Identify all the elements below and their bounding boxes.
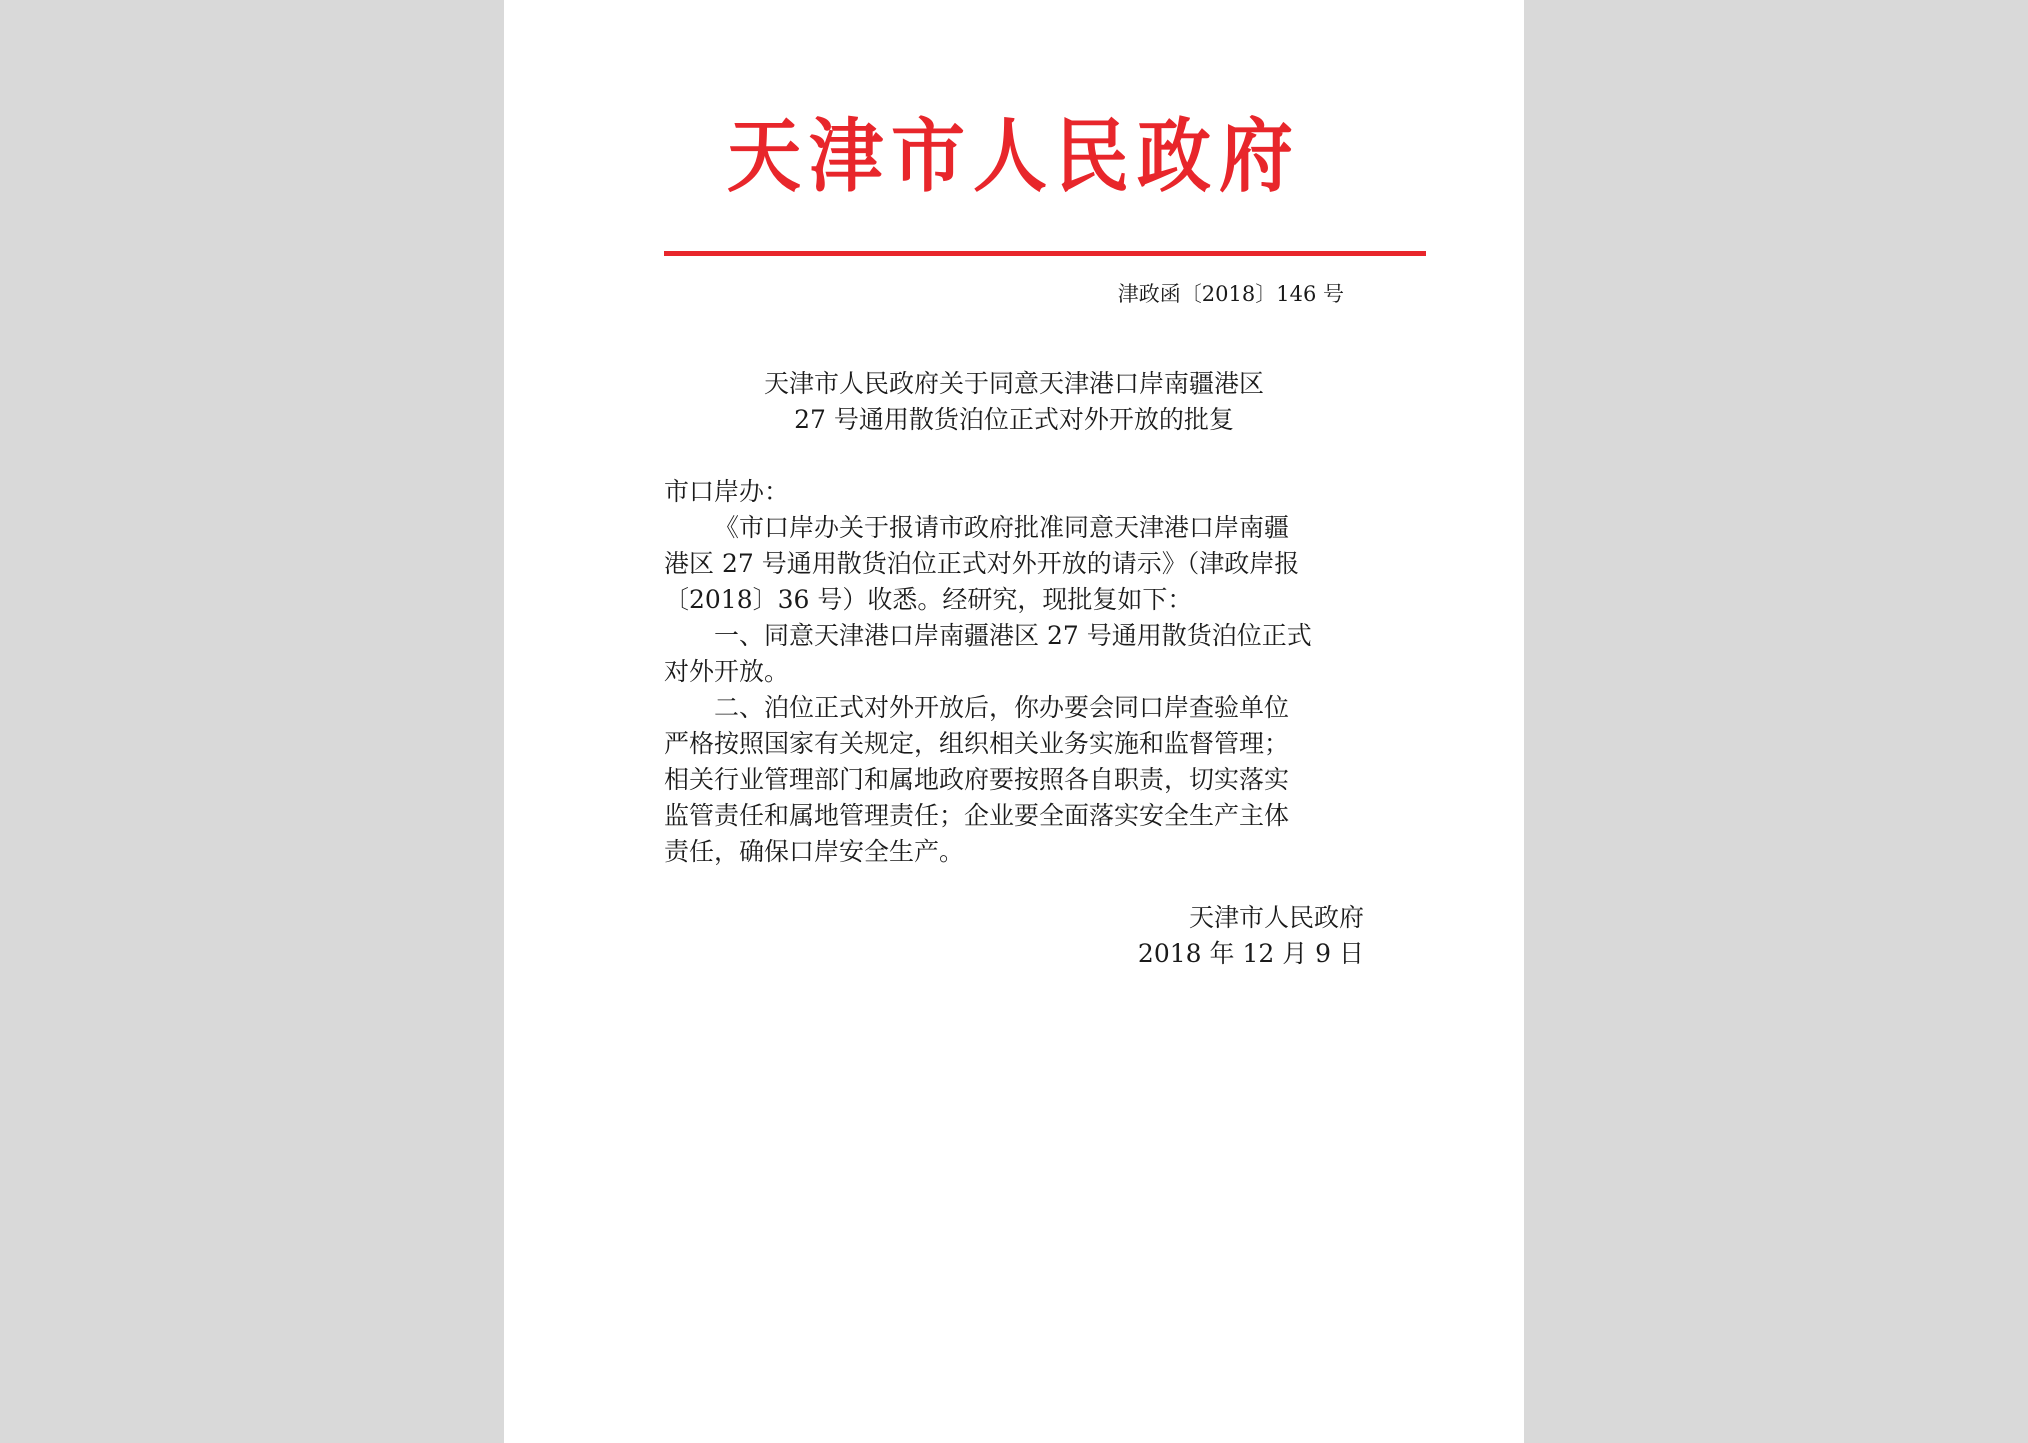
- body-line: 港区 27 号通用散货泊位正式对外开放的请示》（津政岸报: [664, 549, 1300, 578]
- body-line: 《市口岸办关于报请市政府批准同意天津港口岸南疆: [714, 513, 1290, 542]
- signature-organization: 天津市人民政府: [1188, 903, 1364, 932]
- document-body: [664, 474, 1384, 870]
- document-number: 津政函〔2018〕146 号: [1117, 282, 1344, 306]
- body-line: 相关行业管理部门和属地政府要按照各自职责，切实落实: [664, 765, 1290, 794]
- body-line: 监管责任和属地管理责任；企业要全面落实安全生产主体: [664, 801, 1290, 830]
- body-line: 对外开放。: [664, 657, 790, 686]
- signature-date: 2018 年 12 月 9 日: [1137, 939, 1364, 968]
- body-line: 〔2018〕36 号）收悉。经研究，现批复如下：: [664, 585, 1193, 614]
- signature-block: [1004, 900, 1364, 972]
- body-line: 责任，确保口岸安全生产。: [664, 837, 965, 866]
- body-line: 二、泊位正式对外开放后，你办要会同口岸查验单位: [714, 693, 1290, 722]
- salutation: 市口岸办：: [664, 477, 790, 506]
- document-page: [504, 0, 1524, 1443]
- body-line: 一、同意天津港口岸南疆港区 27 号通用散货泊位正式: [714, 621, 1312, 650]
- title-line-2: 27 号通用散货泊位正式对外开放的批复: [794, 405, 1234, 434]
- issuer-header: 天津市人民政府: [727, 110, 1301, 204]
- body-line: 严格按照国家有关规定，组织相关业务实施和监督管理；: [664, 729, 1290, 758]
- red-separator-line: [664, 251, 1426, 256]
- title-line-1: 天津市人民政府关于同意天津港口岸南疆港区: [763, 369, 1264, 398]
- document-title: [504, 366, 1524, 438]
